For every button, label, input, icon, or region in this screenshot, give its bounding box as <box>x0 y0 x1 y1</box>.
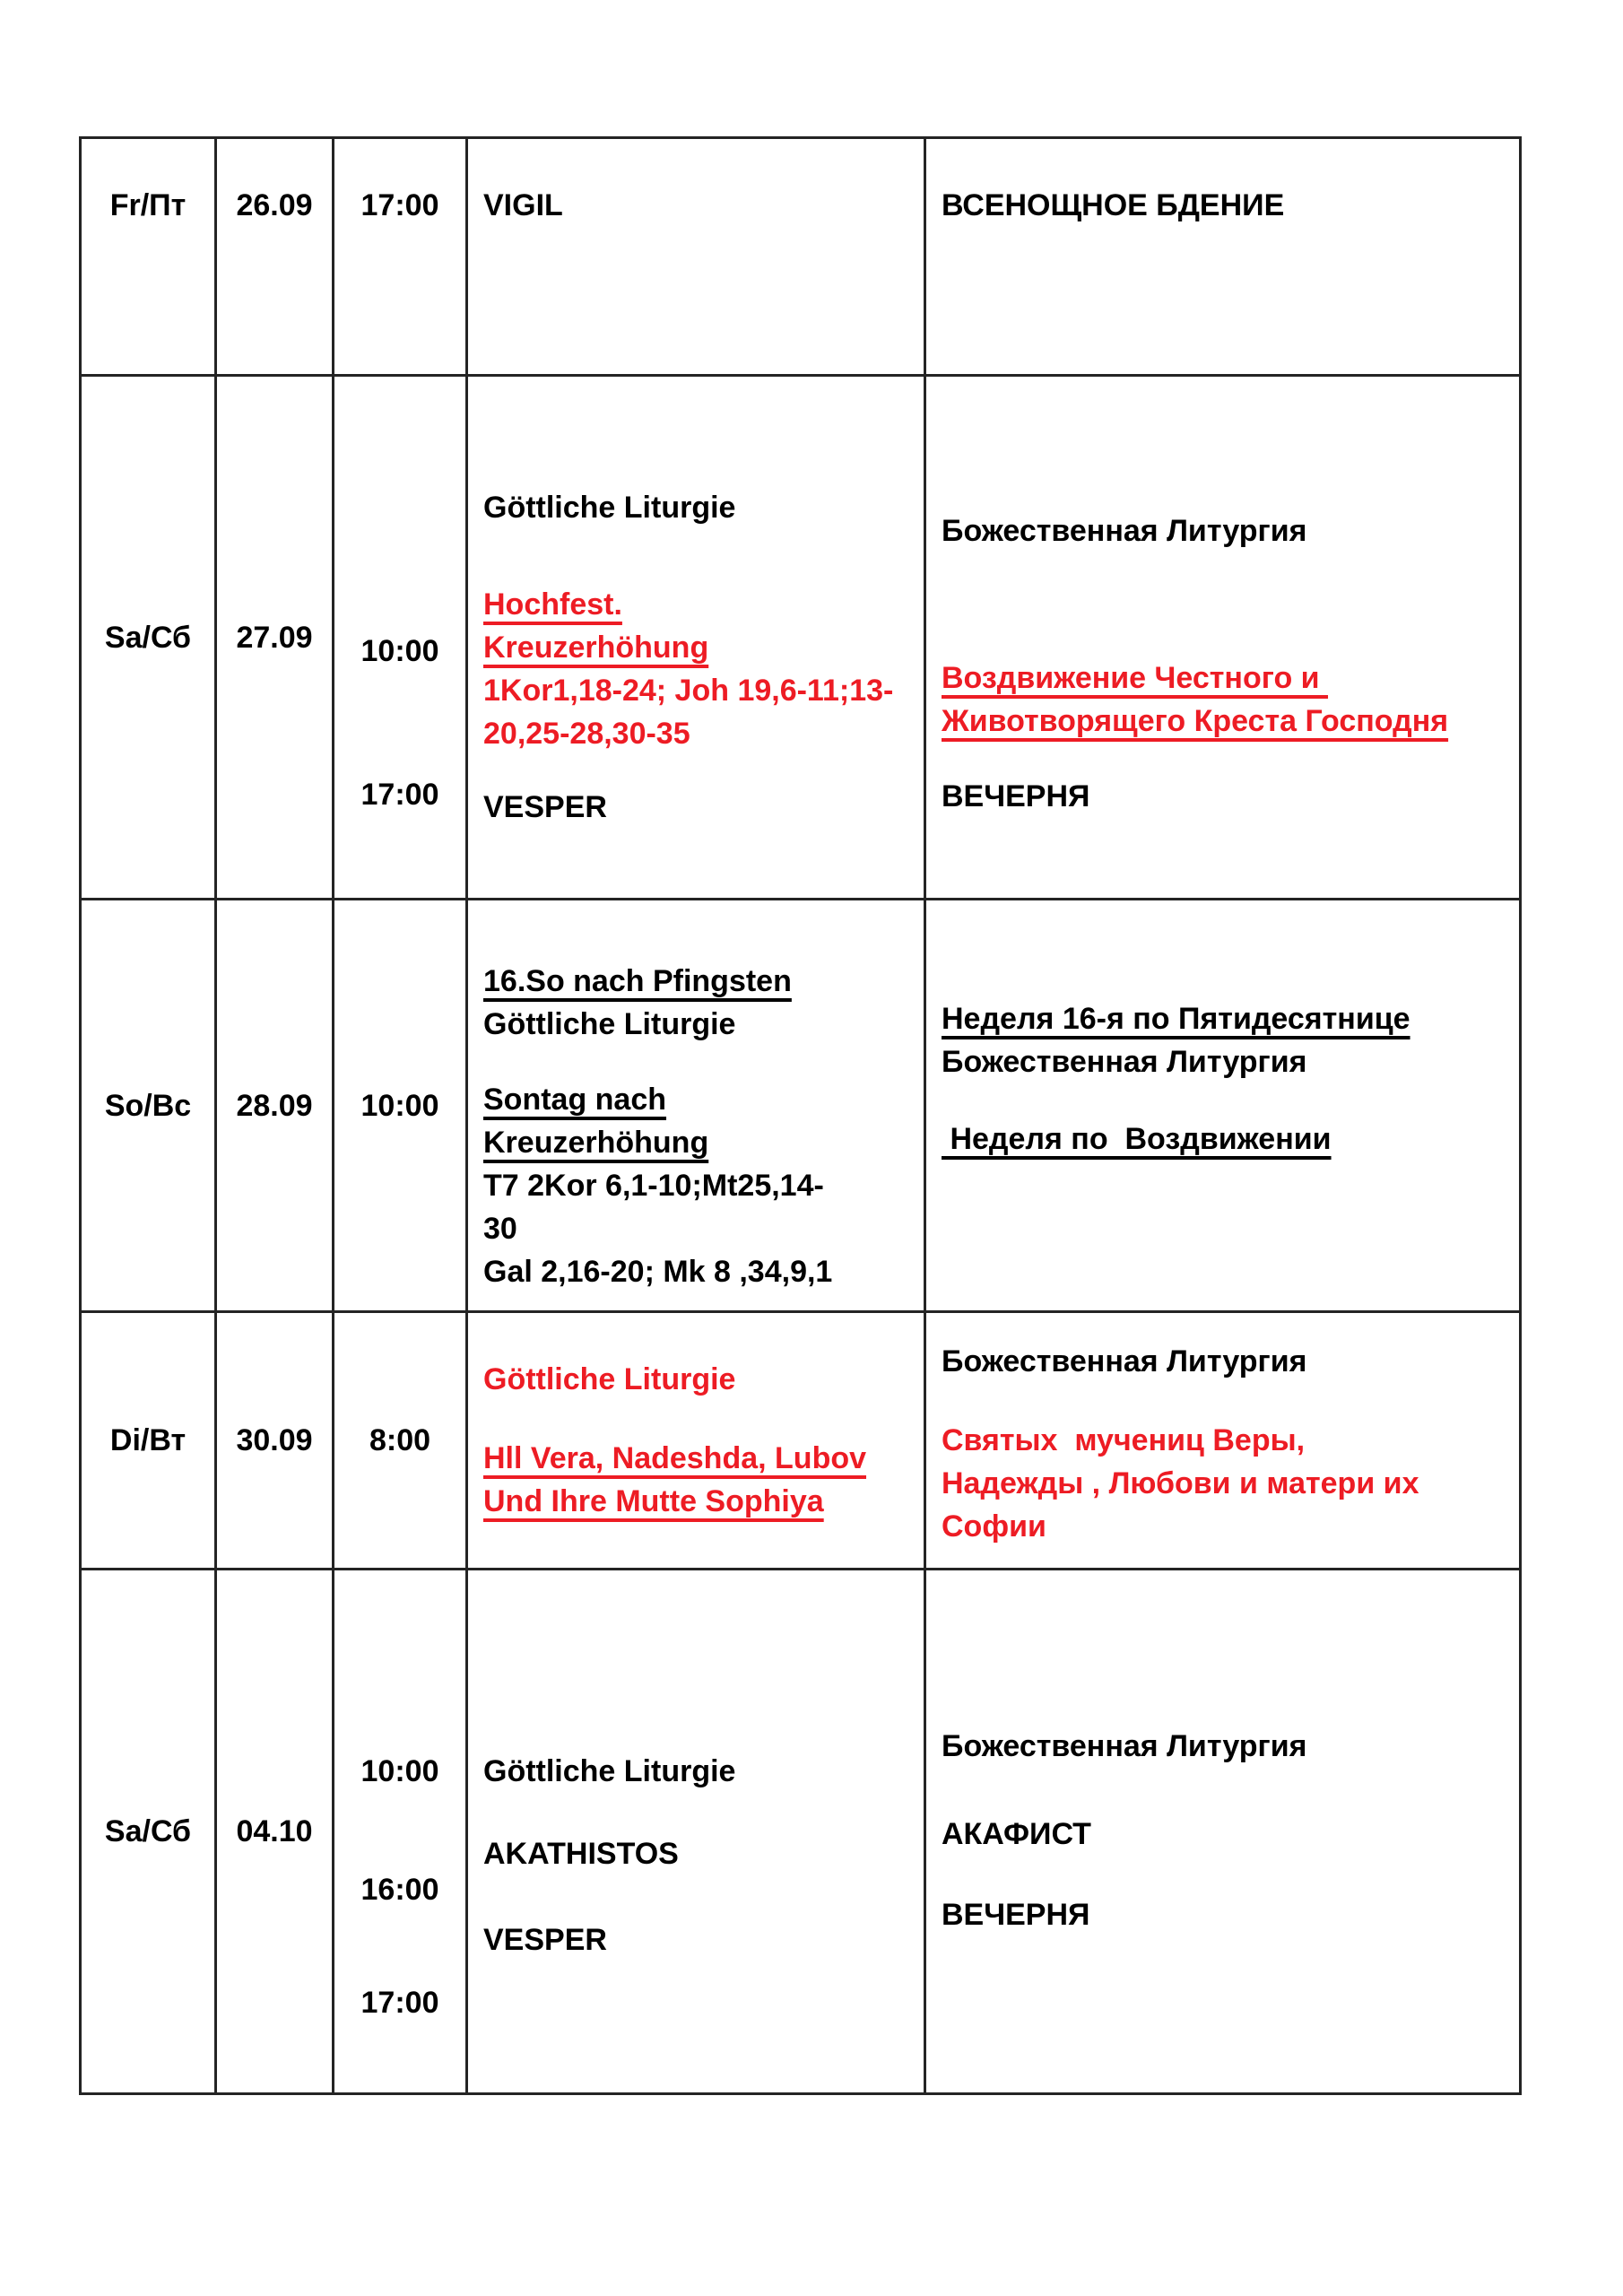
day-label: Di/Вт <box>109 1423 187 1457</box>
german-cell <box>468 1313 926 1568</box>
day-label: So/Вс <box>104 1088 192 1123</box>
russian-line: ВЕЧЕРНЯ <box>942 779 1090 813</box>
russian-line: АКАФИСТ <box>942 1817 1091 1851</box>
german-line: 30 <box>483 1212 517 1246</box>
schedule-table <box>79 136 1522 2095</box>
german-line: 16.So nach Pfingsten <box>483 964 792 998</box>
german-line: Sontag nach <box>483 1083 667 1117</box>
date-cell <box>217 1313 334 1568</box>
time-label: 10:00 <box>360 1088 439 1123</box>
time-label: 17:00 <box>360 1986 439 2020</box>
german-line: Gal 2,16-20; Mk 8 ,34,9,1 <box>483 1255 833 1289</box>
day-cell <box>82 900 217 1310</box>
day-cell <box>82 377 217 898</box>
german-line: Göttliche Liturgie <box>483 1362 736 1396</box>
date-label: 26.09 <box>236 188 313 222</box>
russian-line: Животворящего Креста Господня <box>942 704 1449 738</box>
schedule-row <box>82 139 1519 377</box>
german-line: VESPER <box>483 790 607 824</box>
russian-cell <box>926 1570 1519 2092</box>
time-label: 10:00 <box>360 1754 439 1788</box>
time-label: 17:00 <box>360 188 439 222</box>
russian-line: Воздвижение Честного и <box>942 661 1329 695</box>
german-line: Kreuzerhöhung <box>483 1126 709 1160</box>
german-cell <box>468 139 926 374</box>
german-line: Göttliche Liturgie <box>483 491 736 525</box>
time-cell <box>334 1313 468 1568</box>
day-cell <box>82 139 217 374</box>
day-cell <box>82 1313 217 1568</box>
russian-line: Божественная Литургия <box>942 1729 1307 1763</box>
german-cell <box>468 900 926 1310</box>
german-cell <box>468 1570 926 2092</box>
russian-line: Божественная Литургия <box>942 514 1307 548</box>
time-cell <box>334 1570 468 2092</box>
russian-line: Софии <box>942 1509 1046 1544</box>
russian-line: Неделя 16-я по Пятидесятнице <box>942 1002 1410 1036</box>
time-label: 8:00 <box>369 1423 431 1457</box>
date-label: 27.09 <box>236 620 313 655</box>
schedule-row <box>82 377 1519 900</box>
german-line: Hochfest. <box>483 587 622 622</box>
date-cell <box>217 1570 334 2092</box>
german-line: Göttliche Liturgie <box>483 1754 736 1788</box>
date-cell <box>217 377 334 898</box>
german-line: Und Ihre Mutte Sophiya <box>483 1484 824 1518</box>
german-line: VESPER <box>483 1923 607 1957</box>
date-label: 28.09 <box>236 1088 313 1123</box>
time-cell <box>334 900 468 1310</box>
german-line: 20,25-28,30-35 <box>483 717 690 751</box>
schedule-row <box>82 1570 1519 2092</box>
time-cell <box>334 139 468 374</box>
russian-cell <box>926 900 1519 1310</box>
date-cell <box>217 139 334 374</box>
russian-line: Надежды , Любови и матери их <box>942 1466 1419 1500</box>
german-line: Hll Vera, Nadeshda, Lubov <box>483 1441 867 1475</box>
german-line: T7 2Kor 6,1-10;Mt25,14- <box>483 1169 824 1203</box>
day-label: Fr/Пт <box>109 188 187 222</box>
day-label: Sa/Сб <box>104 620 192 655</box>
german-line: AKATHISTOS <box>483 1837 679 1871</box>
schedule-row <box>82 900 1519 1313</box>
german-line: VIGIL <box>483 188 563 222</box>
time-cell <box>334 377 468 898</box>
russian-line: Божественная Литургия <box>942 1344 1307 1378</box>
russian-line: Неделя по Воздвижении <box>942 1122 1332 1156</box>
russian-line: ВСЕНОЩНОЕ БДЕНИЕ <box>942 188 1285 222</box>
russian-cell <box>926 377 1519 898</box>
german-line: Göttliche Liturgie <box>483 1007 736 1041</box>
date-cell <box>217 900 334 1310</box>
time-label: 16:00 <box>360 1873 439 1907</box>
day-label: Sa/Сб <box>104 1814 192 1848</box>
time-label: 17:00 <box>360 778 439 812</box>
german-line: Kreuzerhöhung <box>483 631 709 665</box>
russian-cell <box>926 1313 1519 1568</box>
german-cell <box>468 377 926 898</box>
russian-line: ВЕЧЕРНЯ <box>942 1898 1090 1932</box>
schedule-row <box>82 1313 1519 1570</box>
russian-line: Святых мучениц Веры, <box>942 1423 1306 1457</box>
time-label: 10:00 <box>360 634 439 668</box>
date-label: 04.10 <box>236 1814 313 1848</box>
day-cell <box>82 1570 217 2092</box>
russian-cell <box>926 139 1519 374</box>
german-line: 1Kor1,18-24; Joh 19,6-11;13- <box>483 674 894 708</box>
russian-line: Божественная Литургия <box>942 1045 1307 1079</box>
date-label: 30.09 <box>236 1423 313 1457</box>
